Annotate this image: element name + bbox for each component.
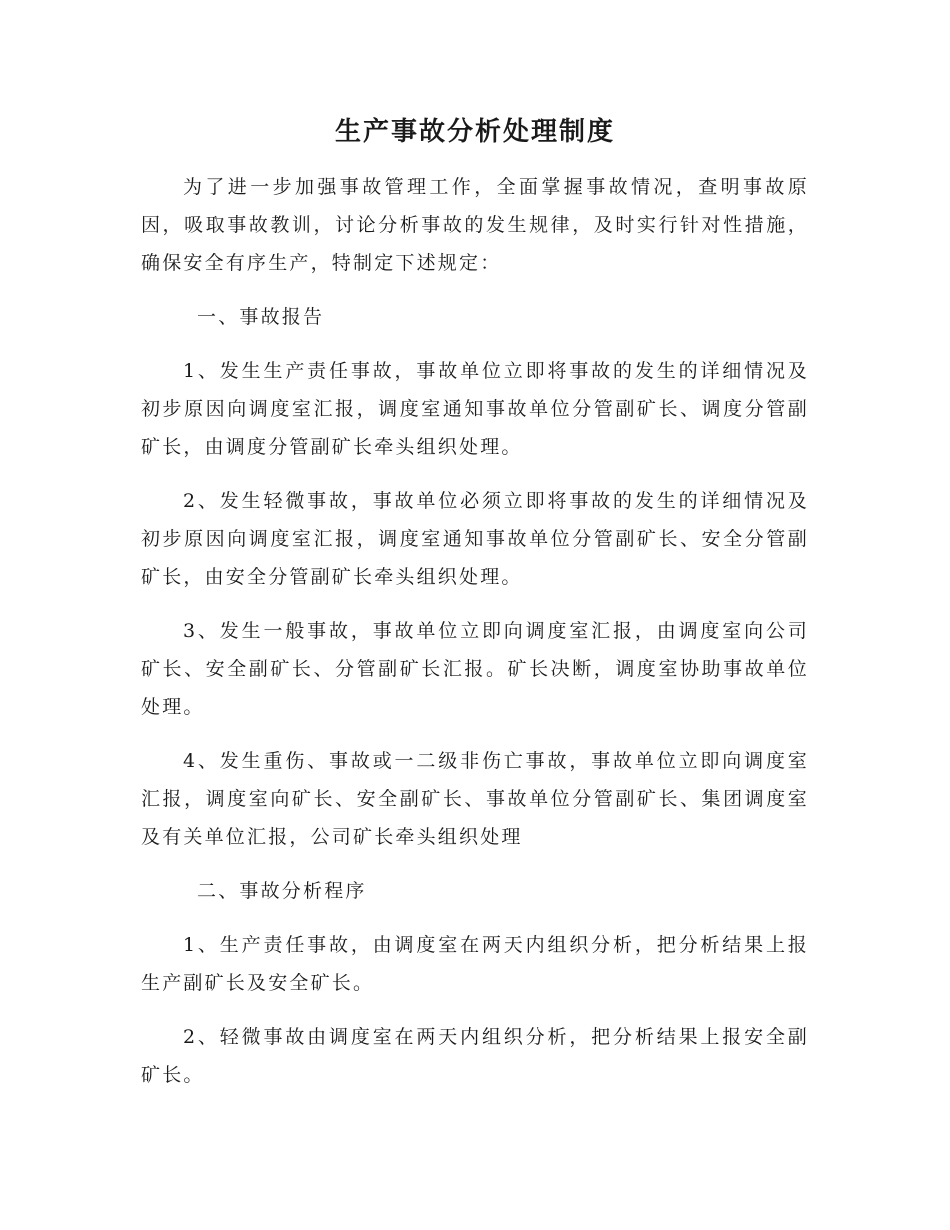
report-item-1: 1、发生生产责任事故，事故单位立即将事故的发生的详细情况及初步原因向调度室汇报，调度室通知事故单位分管副矿长、调度分管副矿长，由调度分管副矿长牵头组织处理。	[141, 360, 809, 458]
report-item-4: 4、发生重伤、事故或一二级非伤亡事故，事故单位立即向调度室汇报，调度室向矿长、安全副矿长、事故单位分管副矿长、集团调度室及有关单位汇报，公司矿长牵头组织处理	[141, 750, 809, 848]
spacer	[141, 596, 809, 612]
spacer	[141, 726, 809, 742]
spacer	[141, 336, 809, 352]
spacer	[141, 282, 809, 298]
analysis-item-1: 1、生产责任事故，由调度室在两天内组织分析，把分析结果上报生产副矿长及安全矿长。	[141, 934, 809, 994]
document-page	[141, 110, 809, 1094]
document-title: 生产事故分析处理制度	[334, 117, 615, 147]
spacer	[141, 910, 809, 926]
spacer	[141, 856, 809, 872]
spacer	[141, 1002, 809, 1018]
section-heading-report: 一、事故报告	[197, 306, 325, 328]
intro-paragraph: 为了进一步加强事故管理工作，全面掌握事故情况，查明事故原因，吸取事故教训，讨论分析事故的发生规律，及时实行针对性措施，确保安全有序生产，特制定下述规定：	[141, 176, 809, 274]
report-item-3: 3、发生一般事故，事故单位立即向调度室汇报，由调度室向公司矿长、安全副矿长、分管副矿长汇报。矿长决断，调度室协助事故单位处理。	[141, 620, 809, 718]
report-item-2: 2、发生轻微事故，事故单位必须立即将事故的发生的详细情况及初步原因向调度室汇报，调度室通知事故单位分管副矿长、安全分管副矿长，由安全分管副矿长牵头组织处理。	[141, 490, 809, 588]
section-heading-analysis: 二、事故分析程序	[197, 880, 367, 902]
analysis-item-2: 2、轻微事故由调度室在两天内组织分析，把分析结果上报安全副矿长。	[141, 1026, 809, 1086]
spacer	[141, 466, 809, 482]
